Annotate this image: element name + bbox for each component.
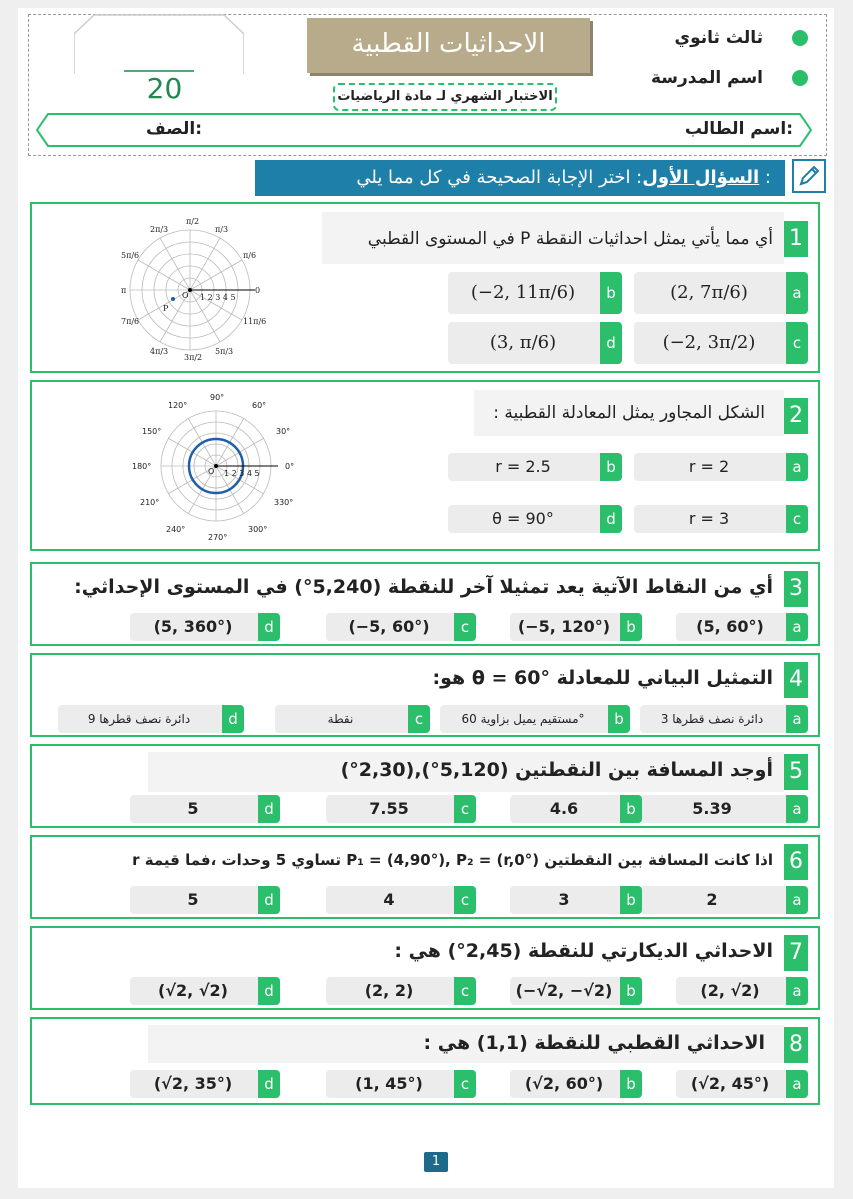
q1-option-c[interactable]: c (−2, 3π/2) (634, 322, 808, 364)
section-label: السؤال الأول (642, 167, 760, 188)
svg-text:O: O (208, 467, 215, 476)
q3-option-a[interactable]: a (5, 60°) (676, 613, 808, 641)
q5-option-c[interactable]: c 7.55 (326, 795, 476, 823)
bullet-icon (792, 70, 808, 86)
q7-option-d[interactable]: d (√2, √2) (130, 977, 280, 1005)
polar-graph-q1 (105, 208, 280, 368)
q1-option-b[interactable]: b (−2, 11π/6) (448, 272, 622, 314)
svg-text:0: 0 (255, 286, 261, 295)
q4-option-d[interactable]: d دائرة نصف قطرها 9 (58, 705, 244, 733)
q4-option-b[interactable]: b مستقيم يميل بزاوية 60° (440, 705, 630, 733)
svg-text:330°: 330° (274, 498, 294, 507)
bullet-icon (792, 30, 808, 46)
svg-text:210°: 210° (140, 498, 160, 507)
svg-text:π/2: π/2 (186, 217, 200, 226)
grade-label: ثالث ثانوي (674, 28, 763, 48)
svg-text:0°: 0° (285, 462, 295, 471)
q8-option-c[interactable]: c (1, 45°) (326, 1070, 476, 1098)
q6-option-b[interactable]: b 3 (510, 886, 642, 914)
question-6-text: اذا كانت المسافة بين النقطتين P₁ = (4,90°), P₂ = (r,0°) تساوي 5 وحدات ،فما قيمة r (132, 851, 773, 869)
svg-text:5π/3: 5π/3 (215, 347, 234, 356)
q2-option-c[interactable]: c r = 3 (634, 505, 808, 533)
q1-option-d[interactable]: d (3, π/6) (448, 322, 622, 364)
q8-option-b[interactable]: b (√2, 60°) (510, 1070, 642, 1098)
q7-option-b[interactable]: b (−√2, −√2) (510, 977, 642, 1005)
q7-option-c[interactable]: c (2, 2) (326, 977, 476, 1005)
q3-option-b[interactable]: b (−5, 120°) (510, 613, 642, 641)
question-number: 1 (784, 221, 808, 257)
svg-text:90°: 90° (210, 393, 225, 402)
svg-text:2π/3: 2π/3 (150, 225, 169, 234)
svg-text:30°: 30° (276, 427, 291, 436)
q8-option-d[interactable]: d (√2, 35°) (130, 1070, 280, 1098)
q3-option-c[interactable]: c (−5, 60°) (326, 613, 476, 641)
page-number: 1 (424, 1152, 448, 1172)
q8-option-a[interactable]: a (√2, 45°) (676, 1070, 808, 1098)
question-number: 7 (784, 935, 808, 971)
q6-option-a[interactable]: a 2 (640, 886, 808, 914)
svg-text:1 2 3 4 5: 1 2 3 4 5 (200, 293, 236, 302)
svg-text:1 2 3 4 5: 1 2 3 4 5 (224, 469, 260, 478)
question-number: 4 (784, 662, 808, 698)
svg-text:P: P (163, 304, 169, 313)
q2-option-a[interactable]: a r = 2 (634, 453, 808, 481)
total-score: 20 (146, 72, 183, 105)
section-instruction: : اختر الإجابة الصحيحة في كل مما يلي : (356, 167, 771, 188)
svg-text:180°: 180° (132, 462, 152, 471)
q6-option-d[interactable]: d 5 (130, 886, 280, 914)
question-3-text: أي من النقاط الآتية يعد تمثيلا آخر للنقطة (5,240°) في المستوى الإحداثي: (74, 576, 773, 598)
exam-subtitle: الاختبار الشهري لـ مادة الرياضيات (333, 83, 557, 111)
student-name-field[interactable]: اسم الطالب: (684, 119, 793, 139)
svg-text:π/3: π/3 (215, 225, 229, 234)
q2-option-d[interactable]: d θ = 90° (448, 505, 622, 533)
svg-text:3π/2: 3π/2 (184, 353, 203, 362)
q4-option-c[interactable]: c نقطة (275, 705, 430, 733)
svg-text:4π/3: 4π/3 (150, 347, 169, 356)
svg-text:O: O (182, 291, 189, 300)
q5-option-b[interactable]: b 4.6 (510, 795, 642, 823)
question-4-text: التمثيل البياني للمعادلة θ = 60° هو: (432, 667, 773, 689)
svg-text:5π/6: 5π/6 (121, 251, 140, 260)
question-7-text: الاحداثي الديكارتي للنقطة (2,45°) هي : (394, 940, 773, 962)
class-field[interactable]: الصف: (146, 119, 203, 139)
svg-text:7π/6: 7π/6 (121, 317, 140, 326)
question-2-text: الشكل المجاور يمثل المعادلة القطبية : (493, 403, 765, 423)
q1-option-a[interactable]: a (2, 7π/6) (634, 272, 808, 314)
svg-text:150°: 150° (142, 427, 162, 436)
question-5-text: أوجد المسافة بين النقطتين (5,120°),(2,30°) (340, 759, 773, 781)
page-title: الاحداثيات القطبية (307, 18, 590, 73)
q4-option-a[interactable]: a دائرة نصف قطرها 3 (640, 705, 808, 733)
svg-text:120°: 120° (168, 401, 188, 410)
q3-option-d[interactable]: d (5, 360°) (130, 613, 280, 641)
question-number: 8 (784, 1027, 808, 1063)
school-label: اسم المدرسة (650, 68, 763, 88)
svg-text:π: π (121, 286, 127, 295)
question-number: 5 (784, 754, 808, 790)
svg-text:π/6: π/6 (243, 251, 257, 260)
question-number: 2 (784, 398, 808, 434)
pencil-edit-icon (792, 159, 826, 193)
svg-text:60°: 60° (252, 401, 267, 410)
q6-option-c[interactable]: c 4 (326, 886, 476, 914)
question-8-text: الاحداثي القطبي للنقطة (1,1) هي : (423, 1032, 765, 1054)
svg-text:11π/6: 11π/6 (243, 317, 267, 326)
score-frame (74, 14, 244, 74)
svg-text:300°: 300° (248, 525, 268, 534)
q7-option-a[interactable]: a (2, √2) (676, 977, 808, 1005)
section-heading (255, 160, 785, 196)
polar-graph-q2 (128, 386, 308, 546)
q5-option-d[interactable]: d 5 (130, 795, 280, 823)
question-1-text: أي مما يأتي يمثل احداثيات النقطة P في المستوى القطبي (367, 229, 773, 249)
point-p-marker (171, 297, 175, 301)
question-number: 3 (784, 571, 808, 607)
question-number: 6 (784, 844, 808, 880)
svg-text:240°: 240° (166, 525, 186, 534)
q5-option-a[interactable]: a 5.39 (640, 795, 808, 823)
svg-text:270°: 270° (208, 533, 228, 542)
q2-option-b[interactable]: b r = 2.5 (448, 453, 622, 481)
